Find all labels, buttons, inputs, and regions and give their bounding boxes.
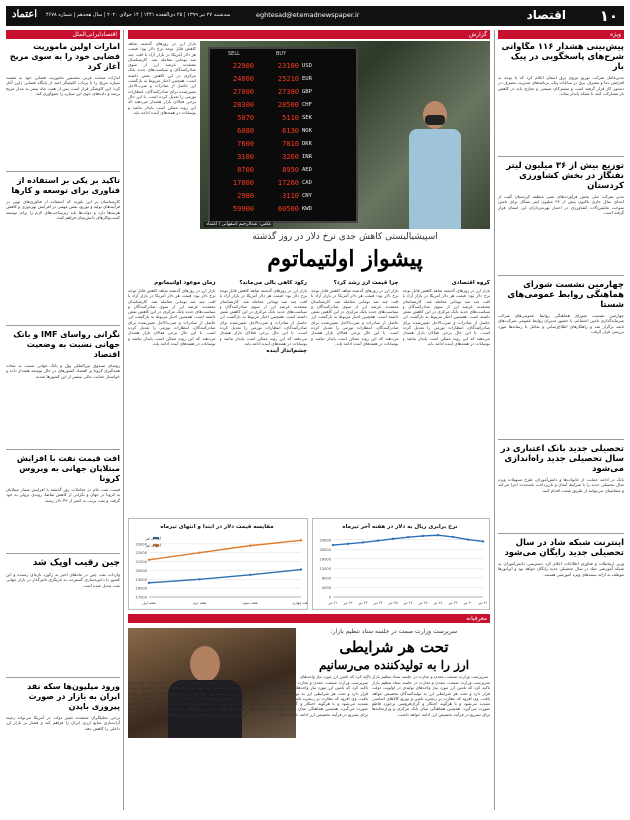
data-point <box>467 538 469 540</box>
x-tick-label: ۲۹ تیر <box>448 601 458 605</box>
data-point <box>452 536 454 538</box>
board-buy-value: 23100 <box>277 61 299 70</box>
right-news-body: چهارمین نشست شورای هماهنگی روابط عمومی‌های شرکت سرمایه‌گذاری تامین اجتماعی با حضور مدیران روابط عمومی شرکت‌های تابعه برگزار شد و راهکارهای اطلاع‌رسانی و تعامل با رسانه‌ها مورد بررسی قرار گرفت. <box>498 313 624 334</box>
y-tick-label: 21000 <box>135 560 147 565</box>
right-column <box>498 42 624 642</box>
bottom-story-text: سرپرست وزارت صنعت، معدن و تجارت در جلسه ستاد تنظیم بازار تاکید کرد که تامین ارز مورد نیاز واحدهای تولیدی در اولویت دولت قرار دارد و تحت هر شرایطی ارز به تولیدکنندگان تخصیص خواهد یافت. وی افزود که نظارت بر زنجیره تامین و توزیع کالاهای اساسی تشدید می‌شود و با هرگونه احتکار و گران‌فروشی برخورد قاطع صورت می‌گیرد. همچنین هماهنگی میان بانک مرکزی و وزارتخانه‌ها برای تسریع در فرآیند تخصیص ارز ادامه خواهد داشت. <box>128 680 246 717</box>
left-news-body: کارشناسان بر این باورند که استفاده از فناوری‌های نوین در فرآیندهای تولید و توزیع، نقش مهمی در افزایش بهره‌وری و کاهش هزینه‌ها دارد و دولت‌ها باید زیرساخت‌های لازم را برای توسعه کسب‌وکارهای دانش‌بنیان فراهم کنند. <box>6 199 120 220</box>
kicker-right-label: ویژه <box>609 31 621 38</box>
story-column-text: بازار ارز در روزهای گذشته شاهد کاهش قابل توجه نرخ دلار بود؛ قیمت هر دلار آمریکا در بازار آزاد با افت چند صد تومانی معامله شد. کارشناسان معتقدند عرضه ارز از سوی صادرکنندگان و سیاست‌های جدید بانک مرکزی در این کاهش نقش داشته است. همچنین اخبار مربوط به بازگشت ارز حاصل از صادرات و ضرب‌الاجل تعیین‌شده برای صادرکنندگان، انتظارات تورمی را تعدیل کرده است. با این حال برخی فعالان بازار هشدار می‌دهند که این روند ممکن است پایدار نباشد و نوسانات در هفته‌های آینده ادامه یابد. <box>402 288 490 346</box>
x-tick-label: ۲۲ تیر <box>343 601 353 605</box>
news-photo <box>200 41 490 229</box>
board-buy-value: 3110 <box>282 191 299 200</box>
story-column-head: چشم‌انداز آینده <box>266 348 307 355</box>
section-title: اقتصاد <box>526 8 566 22</box>
board-currency-code: CAD <box>302 179 312 186</box>
board-sell-value: 2980 <box>237 191 254 200</box>
story-column-head: چرا قیمت ارز رشد کرد؟ <box>333 280 399 286</box>
left-news-item <box>6 682 120 802</box>
x-tick-label: ۲۱ تیر <box>328 601 338 605</box>
left-news-body: برخی تحلیلگران معتقدند تغییر دولت در آمریکا می‌تواند زمینه آزادسازی منابع ارزی ایران را فراهم کند و فشار بر بازار ارز داخلی را کاهش دهد. <box>6 715 120 731</box>
masthead-bar <box>6 6 624 26</box>
board-sell-value: 59900 <box>232 204 254 213</box>
left-news-body: واردات نفت چین در ماه‌های اخیر به رکورد تازه‌ای رسیده و این کشور با ذخیره‌سازی گسترده، به بازیگری تاثیرگذار در بازار جهانی نفت تبدیل شده است. <box>6 572 120 588</box>
board-row <box>212 150 356 163</box>
board-row <box>212 137 356 150</box>
chart-panel-right <box>312 518 490 610</box>
story-column <box>128 280 216 515</box>
board-sell-value: 8700 <box>237 165 254 174</box>
y-tick-label: 8000 <box>321 576 331 581</box>
x-tick-label: ۲۵ تیر <box>388 601 398 605</box>
right-news-title: توزیع بیش از ۳۶ میلیون لیتر نفتگاز در بخش کشاورزی کردستان <box>506 161 624 191</box>
board-row <box>212 111 356 124</box>
data-point <box>148 582 150 584</box>
story-column-text: بازار ارز در روزهای گذشته شاهد کاهش قابل توجه نرخ دلار بود؛ قیمت هر دلار آمریکا در بازار آزاد با افت چند صد تومانی معامله شد. کارشناسان معتقدند عرضه ارز از سوی صادرکنندگان و سیاست‌های جدید بانک مرکزی در این کاهش نقش داشته است. همچنین اخبار مربوط به بازگشت ارز حاصل از صادرات و ضرب‌الاجل تعیین‌شده برای صادرکنندگان، انتظارات تورمی را تعدیل کرده است. با این حال برخی فعالان بازار هشدار می‌دهند که این روند ممکن است پایدار نباشد و نوسانات در هفته‌های آینده ادامه یابد. <box>311 288 399 346</box>
left-news-body: امارات متحده عربی نخستین ماموریت فضایی خود به مقصد سیاره مریخ را با پرتاب کاوشگر امید از پایگاه فضایی ژاپن آغاز کرد؛ این کاوشگر قرار است پس از هفت ماه سفر به مدار مریخ برسد و داده‌های جوی این سیاره را جمع‌آوری کند. <box>6 75 120 96</box>
board-row <box>212 189 356 202</box>
x-tick-label: ۳۱ تیر <box>478 601 488 605</box>
board-currency-code: AED <box>302 166 312 173</box>
data-point <box>422 535 424 537</box>
board-currency-code: USD <box>302 62 312 69</box>
board-sell-value: 28300 <box>232 100 254 109</box>
story-column <box>311 280 399 515</box>
series-line <box>149 570 301 583</box>
y-tick-label: 24000 <box>319 538 331 543</box>
board-currency-code: EUR <box>302 75 312 82</box>
kicker-bottom <box>128 614 490 623</box>
left-news-item <box>6 558 120 678</box>
bottom-headline-2: ارز را به تولیدکننده می‌رسانیم <box>318 658 470 672</box>
story-column-text: بازار ارز در روزهای گذشته شاهد کاهش قابل توجه نرخ دلار بود؛ قیمت هر دلار آمریکا در بازار آزاد با افت چند صد تومانی معامله شد. کارشناسان معتقدند عرضه ارز از سوی صادرکنندگان و سیاست‌های جدید بانک مرکزی در این کاهش نقش داشته است. همچنین اخبار مربوط به بازگشت ارز حاصل از صادرات و ضرب‌الاجل تعیین‌شده برای صادرکنندگان، انتظارات تورمی را تعدیل کرده است. با این حال برخی فعالان بازار هشدار می‌دهند که این روند ممکن است پایدار نباشد و نوسانات در هفته‌های آینده ادامه یابد. <box>219 288 307 346</box>
right-news-item <box>498 538 624 638</box>
intro-text-column: بازار ارز در روزهای گذشته شاهد کاهش قابل توجه نرخ دلار بود؛ قیمت هر دلار آمریکا در بازار آزاد با افت چند صد تومانی معامله شد. کارشناسان معتقدند عرضه ارز از سوی صادرکنندگان و سیاست‌های جدید بانک مرکزی در این کاهش نقش داشته است. همچنین اخبار مربوط به بازگشت ارز حاصل از صادرات و ضرب‌الاجل تعیین‌شده برای صادرکنندگان، انتظارات تورمی را تعدیل کرده است. با این حال برخی فعالان بازار هشدار می‌دهند که این روند ممکن است پایدار نباشد و نوسانات در هفته‌های آینده ادامه یابد. <box>128 41 196 115</box>
board-sell-value: 3100 <box>237 152 254 161</box>
x-tick-label: هفته سوم <box>242 601 258 605</box>
official-head <box>190 646 220 682</box>
board-row <box>212 163 356 176</box>
board-row <box>212 72 356 85</box>
right-news-item <box>498 444 624 534</box>
person-shirt <box>409 129 461 229</box>
board-row <box>212 202 356 215</box>
kicker-center-label: گزارش <box>468 31 487 38</box>
y-tick-label: 12000 <box>319 566 331 571</box>
newspaper-logo: اعتماد <box>12 9 38 20</box>
board-buy-value: 28500 <box>277 100 299 109</box>
board-sell-value: 7600 <box>237 139 254 148</box>
kicker-bottom-label: معرفیانه <box>466 615 487 622</box>
page-number: ۱۰ <box>599 7 618 25</box>
right-news-body: بانک در ادامه حمایت از خانواده‌ها و دانش‌آموزان، طرح تسهیلات ویژه سال تحصیلی جدید را با شرایط آسان و بازپرداخت بلندمدت اجرا می‌کند و متقاضیان می‌توانند از طریق شعب اقدام کنند. <box>498 477 624 493</box>
right-news-title: پیش‌بینی هشدار ۱۱۶ مگاواتی شرح‌های پاسخگویی در پیک بار <box>501 42 624 72</box>
board-buy-value: 8950 <box>282 165 299 174</box>
board-row <box>212 176 356 189</box>
x-tick-label: هفته دوم <box>192 601 207 605</box>
x-tick-label: ۳۰ تیر <box>463 601 473 605</box>
board-currency-code: GBP <box>302 88 312 95</box>
right-news-item <box>498 42 624 157</box>
board-sell-value: 24000 <box>232 74 254 83</box>
right-news-title: اینترنت شبکه شاد در سال تحصیلی جدید رایگان می‌شود <box>504 538 624 558</box>
board-header-sell: SELL <box>228 51 240 57</box>
bottom-story-columns <box>128 680 490 810</box>
kicker-left-label: اقتصادایرانی‌الملل <box>72 31 117 38</box>
story-column-head: رکود کاهی بالی می‌ماند؟ <box>239 280 307 286</box>
board-currency-code: CHF <box>302 101 312 108</box>
data-point <box>347 543 349 545</box>
dollar-comparison-chart <box>127 519 307 611</box>
board-currency-code: NOK <box>302 127 312 134</box>
x-tick-label: هفته اول <box>142 601 156 605</box>
x-tick-label: ته چهارم <box>292 601 306 605</box>
y-tick-label: 16000 <box>319 557 331 562</box>
left-news-item <box>6 330 120 450</box>
board-sell-value: 6080 <box>237 126 254 135</box>
y-tick-label: 17000 <box>135 595 147 600</box>
left-news-body: روسای صندوق بین‌المللی پول و بانک جهانی نسبت به تبعات همه‌گیری کرونا بر اقتصاد کشورهای در حال توسعه هشدار داده و خواستار حمایت مالی بیشتر از این کشورها شدند. <box>6 363 120 379</box>
story-column-head: گروه اقتصادی <box>451 280 490 286</box>
left-news-item <box>6 42 120 172</box>
left-news-title: چین رقیب اوپک شد <box>32 558 120 568</box>
data-point <box>407 536 409 538</box>
rial-dollar-chart <box>311 519 489 611</box>
column-divider <box>494 30 495 810</box>
left-news-title: تاکید بر یکی بر استفاده از فناوری برای توسعه و کارها <box>11 176 120 195</box>
y-tick-label: 18000 <box>135 586 147 591</box>
main-story-columns <box>128 280 490 515</box>
data-point <box>332 544 334 546</box>
chart-title: نرخ برابری ریال به دلار در هفته آخر تیرماه <box>342 524 458 530</box>
bottom-story-text: سرپرست وزارت صنعت، معدن و تجارت در جلسه ستاد تنظیم بازار تاکید کرد که تامین ارز مورد نیاز واحدهای تولیدی در اولویت دولت قرار دارد و تحت هر شرایطی ارز به تولیدکنندگان تخصیص خواهد یافت. وی افزود که نظارت بر زنجیره تامین و توزیع کالاهای اساسی تشدید می‌شود و با هرگونه احتکار و گران‌فروشی برخورد قاطع صورت می‌گیرد. همچنین هماهنگی میان بانک مرکزی و وزارتخانه‌ها برای تسریع در فرآیند تخصیص ارز ادامه خواهد داشت. <box>250 680 368 717</box>
x-tick-label: ۲۶ تیر <box>403 601 413 605</box>
left-column <box>6 42 120 812</box>
photo-caption: عکس: عبدالرحیم اصفهانی / اعتماد <box>206 222 272 227</box>
right-news-body: مدیرعامل شرکت توزیع نیروی برق استان اعلام کرد که با توجه به افزایش دما و مصرف برق در ساعات پیک، برنامه‌های مدیریت مصرف در دستور کار قرار گرفته است و مشترکان صنعتی و تجاری باید در کاهش بار مشارکت کنند تا شبکه پایدار بماند. <box>498 75 624 96</box>
board-sell-value: 22900 <box>232 61 254 70</box>
legend-label: انتهای تیر <box>145 542 161 548</box>
board-buy-value: 7810 <box>282 139 299 148</box>
right-news-item <box>498 280 624 440</box>
y-tick-label: 23000 <box>135 542 147 547</box>
board-row <box>212 85 356 98</box>
y-tick-label: 22000 <box>135 551 147 556</box>
x-tick-label: ۲۳ تیر <box>358 601 368 605</box>
board-row <box>212 98 356 111</box>
board-row <box>212 59 356 72</box>
data-point <box>437 534 439 536</box>
board-buy-value: 3260 <box>282 152 299 161</box>
board-buy-value: 60500 <box>277 204 299 213</box>
board-currency-code: DKK <box>302 140 312 147</box>
bottom-headline-1: تحت هر شرایطی <box>339 638 449 656</box>
chart-panel-left <box>128 518 308 610</box>
person-figure <box>405 101 465 229</box>
board-buy-value: 27380 <box>277 87 299 96</box>
story-column <box>220 280 308 515</box>
story-column-text: بازار ارز در روزهای گذشته شاهد کاهش قابل توجه نرخ دلار بود؛ قیمت هر دلار آمریکا در بازار آزاد با افت چند صد تومانی معامله شد. کارشناسان معتقدند عرضه ارز از سوی صادرکنندگان و سیاست‌های جدید بانک مرکزی در این کاهش نقش داشته است. همچنین اخبار مربوط به بازگشت ارز حاصل از صادرات و ضرب‌الاجل تعیین‌شده برای صادرکنندگان، انتظارات تورمی را تعدیل کرده است. با این حال برخی فعالان بازار هشدار می‌دهند که این روند ممکن است پایدار نباشد و نوسانات در هفته‌های آینده ادامه یابد. <box>128 288 216 346</box>
data-point <box>392 538 394 540</box>
right-news-title: چهارمین نشست شورای هماهنگی روابط عمومی‌های شستا <box>507 280 624 310</box>
right-news-title: تحصیلی جدید بانک اعتباری در سال تحصیلی جدید راه‌اندازی می‌شود <box>500 444 624 474</box>
y-tick-label: 20000 <box>319 547 331 552</box>
board-buy-value: 5110 <box>282 113 299 122</box>
data-point <box>198 552 200 554</box>
person-mask <box>425 115 445 125</box>
board-rows <box>212 59 356 215</box>
board-buy-value: 25210 <box>277 74 299 83</box>
data-point <box>377 540 379 542</box>
y-tick-label: 0 <box>328 595 331 600</box>
board-sell-value: 27000 <box>232 87 254 96</box>
series-line <box>149 540 301 559</box>
left-news-title: امارات اولین ماموریت فضایی خود را به سوی مریخ آغاز کرد <box>9 42 120 71</box>
x-tick-label: ۲۸ تیر <box>433 601 443 605</box>
data-point <box>300 568 302 570</box>
kicker-right <box>498 30 624 39</box>
story-column-head: زمان موعود اولتیماتوم <box>154 280 216 286</box>
story-column <box>403 280 491 515</box>
left-news-body: قیمت نفت خام در معاملات روز گذشته با افزایش شمار مبتلایان به کرونا در جهان و نگرانی از کاهش تقاضا، روندی نزولی به خود گرفت و نفت برنت به کمتر از ۴۳ دلار رسید. <box>6 487 120 503</box>
data-point <box>362 541 364 543</box>
left-news-item <box>6 176 120 326</box>
left-news-title: افت قیمت نفت با افزایش مبتلایان جهانی به ویروس کرونا <box>16 454 120 483</box>
board-sell-value: 17000 <box>232 178 254 187</box>
left-news-title: نگرانی رواسای IMF و بانک جهانی نسبت به وضعیت اقتصاد <box>13 330 120 359</box>
chart-title: مقایسه قیمت دلار در ابتدا و انتهای تیرماه <box>160 524 274 530</box>
exchange-board <box>208 47 358 223</box>
data-point <box>249 544 251 546</box>
board-currency-code: KWD <box>302 205 312 212</box>
board-buy-value: 6130 <box>282 126 299 135</box>
right-news-body: وزیر ارتباطات و فناوری اطلاعات اعلام کرد دسترسی دانش‌آموزان به شبکه آموزشی شاد در سال تحصیلی جدید رایگان خواهد بود و اپراتورها موظف به ارائه بسته‌های ویژه آموزشی هستند. <box>498 561 624 577</box>
main-headline: پیشواز اولتیماتوم <box>267 246 423 272</box>
right-news-body: مدیر شرکت ملی پخش فرآورده‌های نفتی منطقه کردستان گفت از ابتدای سال جاری تاکنون بیش از ۳۶ میلیون لیتر نفتگاز برای تامین سوخت ماشین‌آلات کشاورزی در اختیار بهره‌برداران این استان قرار گرفته است. <box>498 194 624 215</box>
bottom-story-text: سرپرست وزارت صنعت، معدن و تجارت در جلسه ستاد تنظیم بازار تاکید کرد که تامین ارز مورد نیاز واحدهای تولیدی در اولویت دولت قرار دارد و تحت هر شرایطی ارز به تولیدکنندگان تخصیص خواهد یافت. وی افزود که نظارت بر زنجیره تامین و توزیع کالاهای اساسی تشدید می‌شود و با هرگونه احتکار و گران‌فروشی برخورد قاطع صورت می‌گیرد. همچنین هماهنگی میان بانک مرکزی و وزارتخانه‌ها برای تسریع در فرآیند تخصیص ارز ادامه خواهد داشت. <box>372 680 490 717</box>
board-row <box>212 124 356 137</box>
kicker-center <box>128 30 490 39</box>
main-subtitle: اسپیشیالیستی کاهش جدی نرخ دلار در روز گذشته <box>252 232 438 242</box>
x-tick-label: ۲۴ تیر <box>373 601 383 605</box>
y-tick-label: 19000 <box>135 577 147 582</box>
board-buy-value: 17260 <box>277 178 299 187</box>
x-tick-label: ۲۷ تیر <box>418 601 428 605</box>
data-point <box>300 539 302 541</box>
right-news-item <box>498 161 624 276</box>
bottom-story-text-top: سرپرست وزارت صنعت، معدن و تجارت در جلسه ستاد تنظیم بازار تاکید کرد که تامین ارز مورد نیاز واحدهای <box>300 674 488 679</box>
board-currency-code: INR <box>302 153 312 160</box>
board-sell-value: 5070 <box>237 113 254 122</box>
data-point <box>148 559 150 561</box>
masthead-date: سه‌شنبه ۲۷ تیر ۱۳۹۹ | ۲۵ ذی‌القعده ۱۴۴۱ | ۱۴ جولای ۲۰۲۰ | سال هجدهم | شماره ۴۶۷۸ <box>46 12 231 18</box>
left-news-title: ورود میلیون‌ها سکه نقد ایران به بازار در صورت پیروزی بایدن <box>27 682 120 711</box>
left-news-item <box>6 454 120 554</box>
data-point <box>249 574 251 576</box>
kicker-left <box>6 30 120 39</box>
y-tick-label: 4000 <box>321 585 331 590</box>
masthead-email[interactable]: eghtesad@etemadnewspaper.ir <box>256 11 360 19</box>
y-tick-label: 20000 <box>135 568 147 573</box>
bottom-subtitle: سرپرست وزارت صمت در جلسه ستاد تنظیم بازار: <box>330 628 458 635</box>
data-point <box>198 578 200 580</box>
column-divider <box>123 30 124 810</box>
data-point <box>482 540 484 542</box>
board-header-buy: BUY <box>276 51 287 57</box>
legend-label: ابتدای تیر <box>145 535 161 541</box>
board-currency-code: SEK <box>302 114 312 121</box>
board-currency-code: CNY <box>302 192 312 199</box>
